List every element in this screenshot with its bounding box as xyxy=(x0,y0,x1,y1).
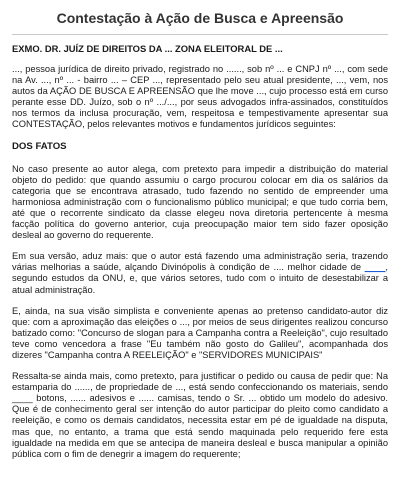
intro-paragraph: ..., pessoa jurídica de direito privado, registrado no ......, sob nº ... e CNPJ nº ..., com sede na Av. ..., nº ... - bairro ... – CEP ..., representado pelo seu atual presidente, ..., vem, nos autos da AÇÃO DE BUSCA E APREENSÃO que lhe move ..., cujo processo está em curso perante esse DD. Juízo, sob o nº .../..., por seus advogados infra-assinados, constituídos nos termos da inclusa procuração, vem, respeitosa e tempestivamente apresentar sua CONTESTAÇÃO, pelos relevantes motivos e fundamentos jurídicos seguintes: xyxy=(12,64,388,130)
addressee-line: EXMO. DR. JUÍZ DE DIREITOS DA ... ZONA ELEITORAL DE ... xyxy=(12,43,283,54)
facts-paragraph-4: Ressalta-se ainda mais, como pretexto, para justificar o pedido ou causa de pedir que: Na estamparia do ......, de propriedade de ..., está sendo confeccionando os materiais, sendo ____ botons, ...... adesivos e ...... camisas, tendo o Sr. ... obtido um modelo do adesivo. Que é de conhecimento geral ser intenção do autor participar do pleito como candidato a reeleição, e como os demais candidatos, necessita estar em pé de igualdade na disputa, mas que, no entanto, a trama que está sendo maquinada pelo requerido fere esta igualdade na medida em que se antecipa de maneira desleal e busca manipular a opinião pública com o fim de denegrir a imagem do requerente; xyxy=(12,371,388,459)
versao-text-end: , segundo estudos da ONU, e, que vários setores, tudo com o intuito de desestabilizar a atual administração. xyxy=(12,262,388,295)
facts-paragraph-2 xyxy=(12,251,388,295)
title-divider xyxy=(12,34,388,35)
document-title: Contestação à Ação de Busca e Apreensão xyxy=(56,10,344,26)
blank-field: ____ xyxy=(364,262,386,273)
section-heading: DOS FATOS xyxy=(12,140,67,152)
versao-text-start: Em sua versão, aduz mais: que o autor está fazendo uma administração seria, trazendo várias melhorias a saúde, alçando Divinópolis à condição de .... melhor cidade de xyxy=(12,251,388,273)
facts-paragraph-1: No caso presente ao autor alega, com pretexto para impedir a distribuição do material objeto do pedido: que quando assumiu o cargo procurou colocar em dia os salários da categoria que se encontrava atrasado, tudo fazendo no sentido de empreender uma harmoniosa administração com o funcionalismo público municipal; e que tudo corria bem, até que o recorrente sindicato da classe elegeu nova diretoria pertencente à mesma facção política do governo anterior, cuja preocupação maior tem sido fazer oposição desleal ao governo do requerente. xyxy=(12,163,388,241)
facts-paragraph-3: E, ainda, na sua visão simplista e conveniente apenas ao pretenso candidato-autor diz que: com a aproximação das eleições o ..., por meios de seus dirigentes realizou concurso batizado como: "Concurso de slogan para a Campanha contra a Reeleição", cujo resultado teve como vencedora a frase "Eu também não gosto do Galileu", acompanhada dos dizeres "Campanha contra A REELEIÇÃO" e "SERVIDORES MUNICIPAIS" xyxy=(12,305,388,360)
